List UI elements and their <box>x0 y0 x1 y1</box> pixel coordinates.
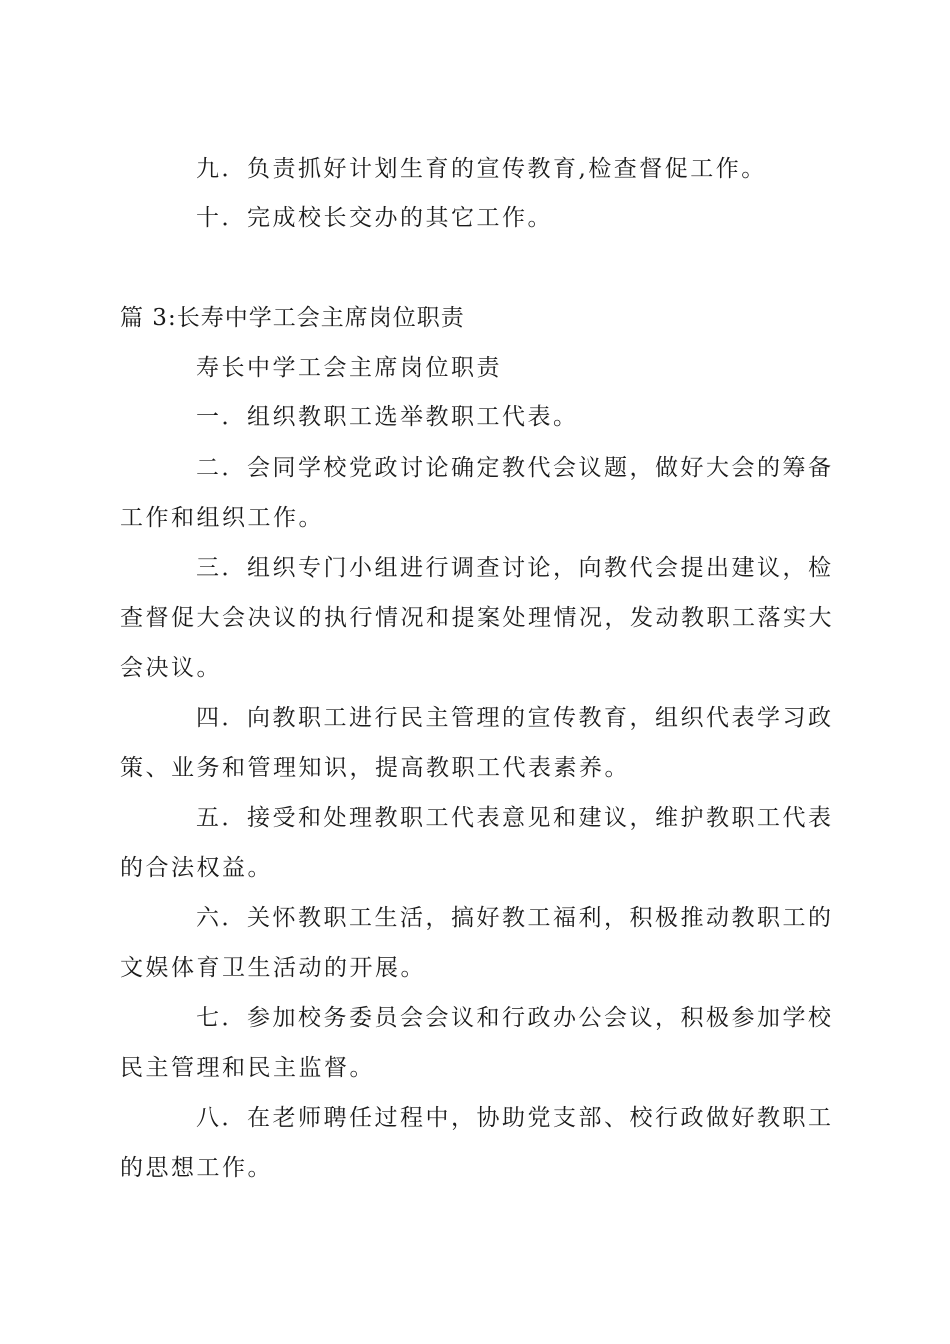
item-nine-line: 九．负责抓好计划生育的宣传教育,检查督促工作。 <box>196 156 767 182</box>
item-five-line-1: 五．接受和处理教职工代表意见和建议，维护教职工代表 <box>196 805 834 831</box>
item-six-line-1: 六．关怀教职工生活，搞好教工福利，积极推动教职工的 <box>196 905 834 931</box>
item-seven-line-2: 民主管理和民主监督。 <box>120 1055 375 1081</box>
item-three-line-1: 三．组织专门小组进行调查讨论，向教代会提出建议，检 <box>196 555 834 581</box>
item-two-line-2: 工作和组织工作。 <box>120 505 324 531</box>
item-four-line-2: 策、业务和管理知识，提高教职工代表素养。 <box>120 755 630 781</box>
item-one-line: 一．组织教职工选举教职工代表。 <box>196 404 579 430</box>
item-six-line-2: 文娱体育卫生活动的开展。 <box>120 955 426 981</box>
item-seven-line-1: 七．参加校务委员会会议和行政办公会议，积极参加学校 <box>196 1005 834 1031</box>
item-two-line-1: 二．会同学校党政讨论确定教代会议题，做好大会的筹备 <box>196 455 834 481</box>
item-eight-line-1: 八．在老师聘任过程中，协助党支部、校行政做好教职工 <box>196 1105 834 1131</box>
item-three-line-2: 查督促大会决议的执行情况和提案处理情况，发动教职工落实大 <box>120 605 834 631</box>
section-heading: 篇 3:长寿中学工会主席岗位职责 <box>120 305 465 331</box>
item-ten-line: 十．完成校长交办的其它工作。 <box>196 205 553 231</box>
section-subtitle: 寿长中学工会主席岗位职责 <box>196 355 502 381</box>
item-three-line-3: 会决议。 <box>120 655 222 681</box>
item-eight-line-2: 的思想工作。 <box>120 1155 273 1181</box>
item-four-line-1: 四．向教职工进行民主管理的宣传教育，组织代表学习政 <box>196 705 834 731</box>
item-five-line-2: 的合法权益。 <box>120 855 273 881</box>
